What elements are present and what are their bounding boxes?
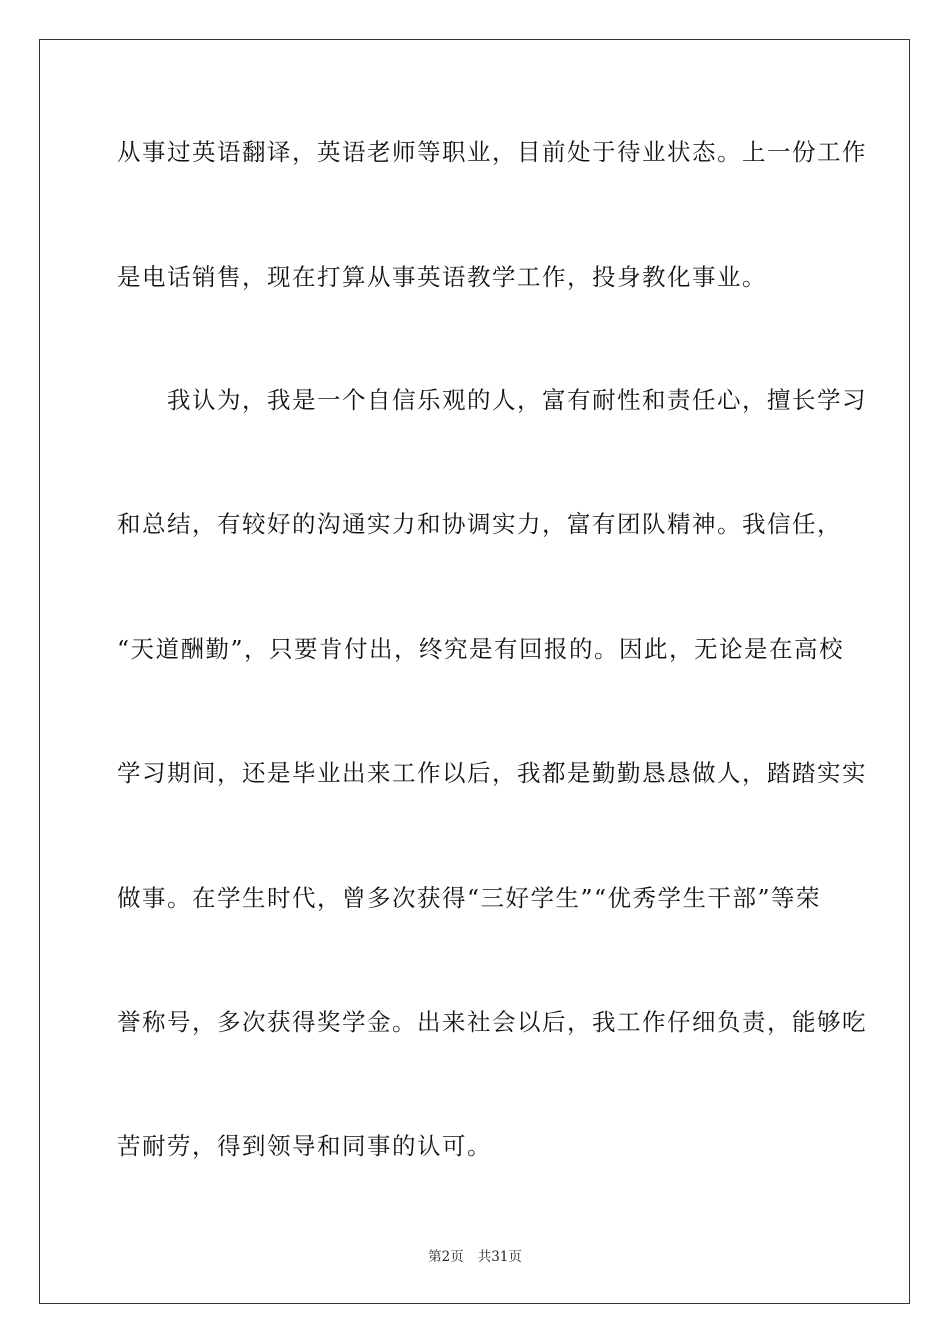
text-line-5: “天道酬勤”，只要肯付出，终究是有回报的。因此，无论是在高校 [117, 635, 845, 663]
page-number: 第2页 [428, 1249, 464, 1265]
text-line-7: 做事。在学生时代，曾多次获得“三好学生”“优秀学生干部”等荣 [117, 884, 822, 912]
page-footer [0, 1248, 950, 1266]
text-line-8: 誉称号，多次获得奖学金。出来社会以后，我工作仔细负责，能够吃 [117, 1008, 867, 1036]
text-line-3: 我认为，我是一个自信乐观的人，富有耐性和责任心，擅长学习 [117, 386, 867, 414]
text-line-1: 从事过英语翻译，英语老师等职业，目前处于待业状态。上一份工作 [117, 138, 867, 166]
text-line-6: 学习期间，还是毕业出来工作以后，我都是勤勤恳恳做人，踏踏实实 [117, 759, 867, 787]
text-line-4: 和总结，有较好的沟通实力和协调实力，富有团队精神。我信任， [117, 510, 842, 538]
page-border [39, 39, 910, 1304]
text-line-2: 是电话销售，现在打算从事英语教学工作，投身教化事业。 [117, 263, 767, 291]
page-total: 共31页 [477, 1249, 522, 1265]
text-line-9: 苦耐劳，得到领导和同事的认可。 [117, 1132, 492, 1160]
